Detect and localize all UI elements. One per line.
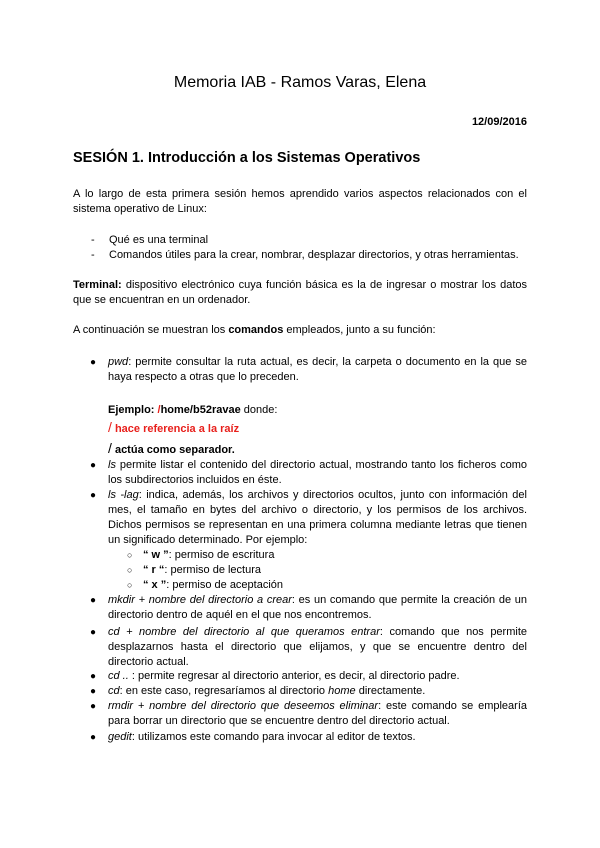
example-separator-line bbox=[108, 441, 235, 458]
example-root-slash: / bbox=[157, 404, 161, 416]
term-label: Terminal: bbox=[73, 279, 122, 291]
list-item: - Comandos útiles para la crear, nombrar, desplazar directorios, y otras herramientas. bbox=[73, 248, 527, 263]
command-text bbox=[90, 355, 527, 385]
example-separator-slash: / bbox=[189, 404, 193, 416]
command-cd-up bbox=[90, 669, 527, 684]
bullet-icon: ● bbox=[90, 595, 97, 606]
permission-item-r bbox=[127, 563, 261, 578]
command-ls bbox=[90, 458, 527, 488]
command-text bbox=[90, 458, 527, 488]
command-name: gedit bbox=[108, 731, 132, 743]
command-desc: permite listar el contenido del directorio actual, mostrando tanto los ficheros como los subdirectorios incluidos en éste. bbox=[108, 459, 527, 486]
permission-letter: “ r “ bbox=[143, 564, 165, 576]
topics-list bbox=[73, 233, 527, 263]
command-cd-home bbox=[90, 684, 527, 699]
command-cd bbox=[90, 625, 527, 670]
bullet-icon: ● bbox=[90, 671, 97, 682]
separator-text: actúa como separador. bbox=[111, 444, 235, 456]
bullet-icon: ● bbox=[90, 627, 97, 638]
example-path-part: b52ravae bbox=[192, 404, 241, 416]
command-desc: : este comando se emplearía para borrar un directorio que se encuentre dentro del directorio actual. bbox=[108, 700, 528, 727]
document-date: 12/09/2016 bbox=[471, 116, 527, 128]
command-name: rmdir + nombre del directorio que deseemos eliminar bbox=[108, 700, 379, 712]
bullet-icon: ● bbox=[90, 732, 97, 743]
command-text bbox=[90, 488, 527, 548]
bullet-icon: ● bbox=[90, 357, 97, 368]
commands-intro bbox=[73, 323, 527, 338]
term-text: dispositivo electrónico cuya función básica es la de ingresar o mostrar los datos que se encuentran en un ordenador. bbox=[73, 279, 527, 306]
command-desc: : indica, además, los archivos y directorios ocultos, junto con información del mes, el tamaño en bytes del archivo o directorio, y los permisos de los archivos. Dichos permisos se representan en una primera columna mediante letras que tienen un significado determinado. Por ejemplo: bbox=[108, 489, 527, 546]
section-heading: SESIÓN 1. Introducción a los Sistemas Operativos bbox=[73, 150, 421, 166]
bullet-icon: ● bbox=[90, 490, 97, 501]
command-name: ls bbox=[108, 459, 116, 471]
command-desc: : utilizamos este comando para invocar al editor de textos. bbox=[131, 731, 416, 743]
intro-paragraph: A lo largo de esta primera sesión hemos aprendido varios aspectos relacionados con el sistema operativo de Linux: bbox=[73, 188, 527, 215]
command-ls-lag bbox=[90, 488, 527, 548]
example-path-part: home bbox=[160, 404, 190, 416]
command-name: cd .. bbox=[108, 670, 129, 682]
example-label: Ejemplo: bbox=[108, 404, 158, 416]
command-text bbox=[90, 593, 527, 623]
root-text: hace referencia a la raíz bbox=[111, 423, 240, 435]
commands-intro-after: empleados, junto a su función: bbox=[283, 324, 436, 336]
permission-letter: “ x ” bbox=[143, 579, 167, 591]
circle-bullet-icon: ○ bbox=[127, 580, 133, 590]
root-slash: / bbox=[108, 419, 112, 435]
command-rmdir bbox=[90, 699, 527, 729]
home-word: home bbox=[328, 685, 356, 697]
command-pwd bbox=[90, 355, 527, 385]
command-text bbox=[90, 669, 527, 684]
bullet-icon: ● bbox=[90, 701, 97, 712]
terminal-definition bbox=[73, 278, 527, 308]
command-mkdir bbox=[90, 593, 527, 623]
command-desc: : es un comando que permite la creación de un directorio dentro de aquél en el que nos encontremos. bbox=[108, 594, 527, 621]
command-name: ls -lag bbox=[108, 489, 139, 501]
permission-item-w bbox=[127, 548, 274, 563]
permission-desc: : permiso de escritura bbox=[168, 549, 275, 561]
separator-slash: / bbox=[108, 440, 112, 456]
permission-desc: : permiso de lectura bbox=[164, 564, 262, 576]
circle-bullet-icon: ○ bbox=[127, 565, 133, 575]
command-name: pwd bbox=[108, 356, 129, 368]
command-desc: : permite consultar la ruta actual, es decir, la carpeta o documento en la que se haya respecto a otras que lo preceden. bbox=[108, 356, 527, 383]
example-root-line bbox=[108, 420, 239, 437]
example-line bbox=[108, 403, 277, 418]
permission-desc: : permiso de aceptación bbox=[166, 579, 284, 591]
document-title: Memoria IAB - Ramos Varas, Elena bbox=[173, 74, 427, 91]
command-desc: : comando que nos permite desplazarnos hasta el directorio que elijamos, y que se encuentre dentro del directorio actual. bbox=[108, 626, 527, 668]
example-suffix: donde: bbox=[240, 404, 278, 416]
bullet-icon: ● bbox=[90, 686, 97, 697]
permission-letter: “ w ” bbox=[143, 549, 169, 561]
command-gedit bbox=[90, 730, 527, 745]
command-desc: : permite regresar al directorio anterior, es decir, al directorio padre. bbox=[128, 670, 460, 682]
command-text bbox=[90, 699, 527, 729]
command-desc-end: directamente. bbox=[355, 685, 426, 697]
permission-item-x bbox=[127, 578, 283, 593]
command-text bbox=[90, 625, 527, 670]
command-text bbox=[90, 730, 527, 745]
commands-intro-before: A continuación se muestran los bbox=[73, 324, 229, 336]
command-name: cd + nombre del directorio al que queramos entrar bbox=[108, 626, 380, 638]
list-item: - Qué es una terminal bbox=[73, 233, 527, 248]
commands-intro-bold: comandos bbox=[228, 324, 284, 336]
command-desc: : en este caso, regresaríamos al directorio bbox=[119, 685, 329, 697]
bullet-icon: ● bbox=[90, 460, 97, 471]
command-name: mkdir + nombre del directorio a crear bbox=[108, 594, 292, 606]
circle-bullet-icon: ○ bbox=[127, 550, 133, 560]
command-text bbox=[90, 684, 527, 699]
command-name: cd bbox=[108, 685, 120, 697]
